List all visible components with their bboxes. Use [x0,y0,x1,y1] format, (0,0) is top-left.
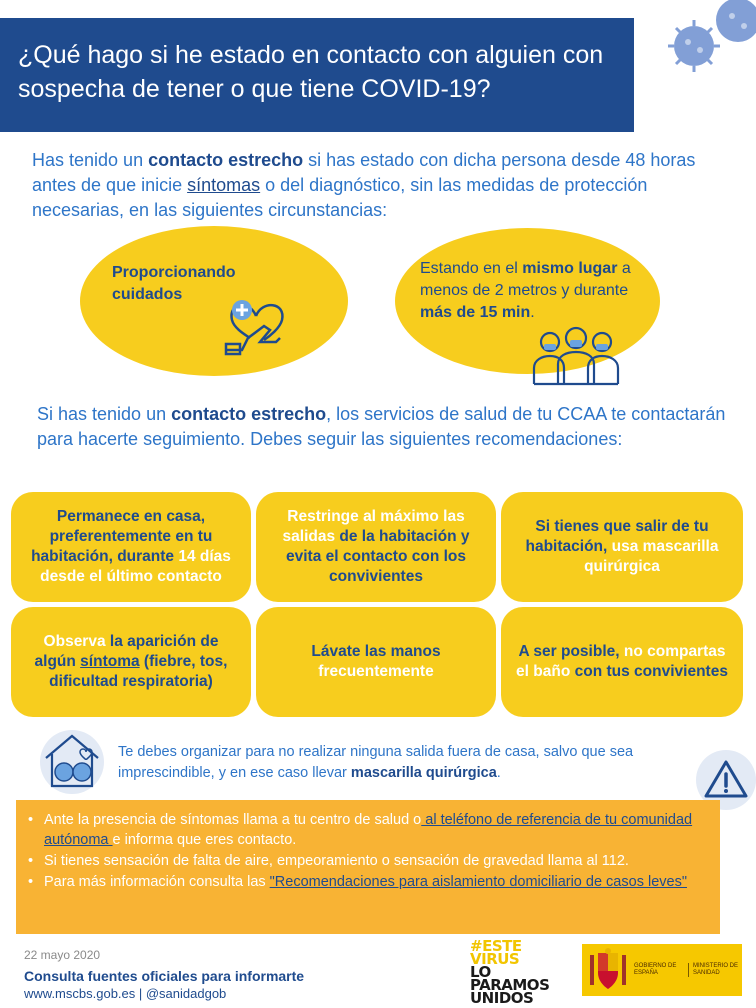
slogan-logo [470,937,570,1007]
same-place-t1: Estando en el [420,260,523,277]
alert-item-112 [22,851,706,871]
page-title-text: ¿Qué hago si he estado en contacto con alguien con sospecha de tener o que tiene COVID-19? [18,41,604,103]
alert-item-more-info [22,872,706,892]
card-text: de la habitación y evita el contacto con los convivientes [285,528,470,585]
recommendations-intro [37,402,727,452]
intro-text-2: si has estado con dicha persona desde 48 horas antes de que inicie [32,150,696,195]
card-restrict-outings [256,492,496,602]
card-restrict-text [270,507,482,587]
card-bathroom [501,607,743,717]
care-label: Proporcionando cuidados [112,264,236,303]
same-place-b1: mismo lugar [522,260,618,277]
card-text-2: (fiebre, tos, dificultad respiratoria) [49,653,228,690]
ministry-label: MINISTERIO DE SANIDAD [688,963,738,977]
note-text: Te debes organizar para no realizar ninguna salida fuera de casa, salvo que sea imprescindible, y en ese caso llevar [118,744,634,781]
card-text: Permanece en casa, preferentemente en tu habitación, durante [31,508,213,565]
publish-date: 22 mayo 2020 [24,948,101,962]
alerts-box [16,800,720,934]
regional-phone-link[interactable]: al teléfono de referencia de tu comunidad autónoma [44,812,693,848]
slogan-line: VIRUS [470,950,520,968]
card-highlight: frecuentemente [318,663,434,680]
slogan-line: UNIDOS [470,989,534,1007]
same-place-label [420,258,650,324]
card-observe-text [25,632,237,692]
card-highlight: no compartas el baño [516,643,726,680]
virus-icon [660,0,756,80]
card-text: Si tienes que salir de tu habitación, [525,518,709,555]
slogan-line: #ESTE [470,937,522,955]
alert-text: Si tienes sensación de falta de aire, empeoramiento o sensación de gravedad llama al 112. [44,853,629,869]
card-highlight: Observa [43,633,106,650]
card-bathroom-text [515,642,729,682]
organize-note [118,742,718,784]
alert-text: Ante la presencia de síntomas llama a tu centro de salud o [44,812,422,828]
same-place-t2: a menos de 2 metros y durante [420,260,631,299]
alerts-list [22,810,706,892]
note-bold: mascarilla quirúrgica [350,765,497,781]
card-observe-symptoms [11,607,251,717]
page-title [0,18,634,132]
card-highlight: usa mascarilla quirúrgica [584,538,719,575]
card-stay-home [11,492,251,602]
consult-sources: Consulta fuentes oficiales para informarte [24,968,305,984]
government-logo [582,944,742,996]
card-mask-text [515,517,729,577]
care-heart-icon [220,290,292,358]
card-text: la aparición de algún [34,633,219,670]
intro-paragraph [32,148,722,223]
slogan-line: LO [470,963,491,981]
note-text-end: . [496,765,501,781]
card-highlight: Restringe al máximo las salidas [282,508,465,545]
gov-label: GOBIERNO DE ESPAÑA [634,963,677,976]
symptom-link[interactable]: síntoma [80,653,140,670]
alert-text: Para más información consulta las [44,874,270,890]
people-icon [530,320,622,386]
card-stay-home-text [25,507,237,587]
same-place-t3: . [530,304,535,321]
recommendations-link[interactable]: "Recomendaciones para aislamiento domiciliario de casos leves" [269,874,687,890]
alert-text-2: e informa que eres contacto. [112,832,297,848]
intro-text: Has tenido un [32,150,149,170]
rec-text-1: Si has tenido un [37,404,172,424]
rec-bold: contacto estrecho [171,404,327,424]
house-family-icon [36,728,108,796]
slogan-line: PARAMOS [470,976,550,994]
intro-bold: contacto estrecho [148,150,304,170]
card-text: Lávate las manos [311,643,441,660]
card-wash-text [270,642,482,682]
card-text-2: con tus convivientes [570,663,728,680]
symptoms-link[interactable]: síntomas [187,175,261,195]
card-use-mask [501,492,743,602]
website-handle[interactable]: www.mscbs.gob.es | @sanidadgob [24,986,227,1001]
intro-text-3: o del diagnóstico, sin las medidas de protección necesarias, en las siguientes circunstancias: [32,175,648,220]
card-text: A ser posible, [518,643,624,660]
alert-item-call-center [22,810,706,850]
spain-shield-icon [588,947,628,993]
rec-text-2: , los servicios de salud de tu CCAA te contactarán para hacerte seguimiento. Debes seguir las siguientes recomendaciones: [37,404,726,449]
same-place-b2: más de 15 min [420,304,531,321]
card-highlight: 14 días desde el último contacto [40,548,231,585]
card-wash-hands [256,607,496,717]
